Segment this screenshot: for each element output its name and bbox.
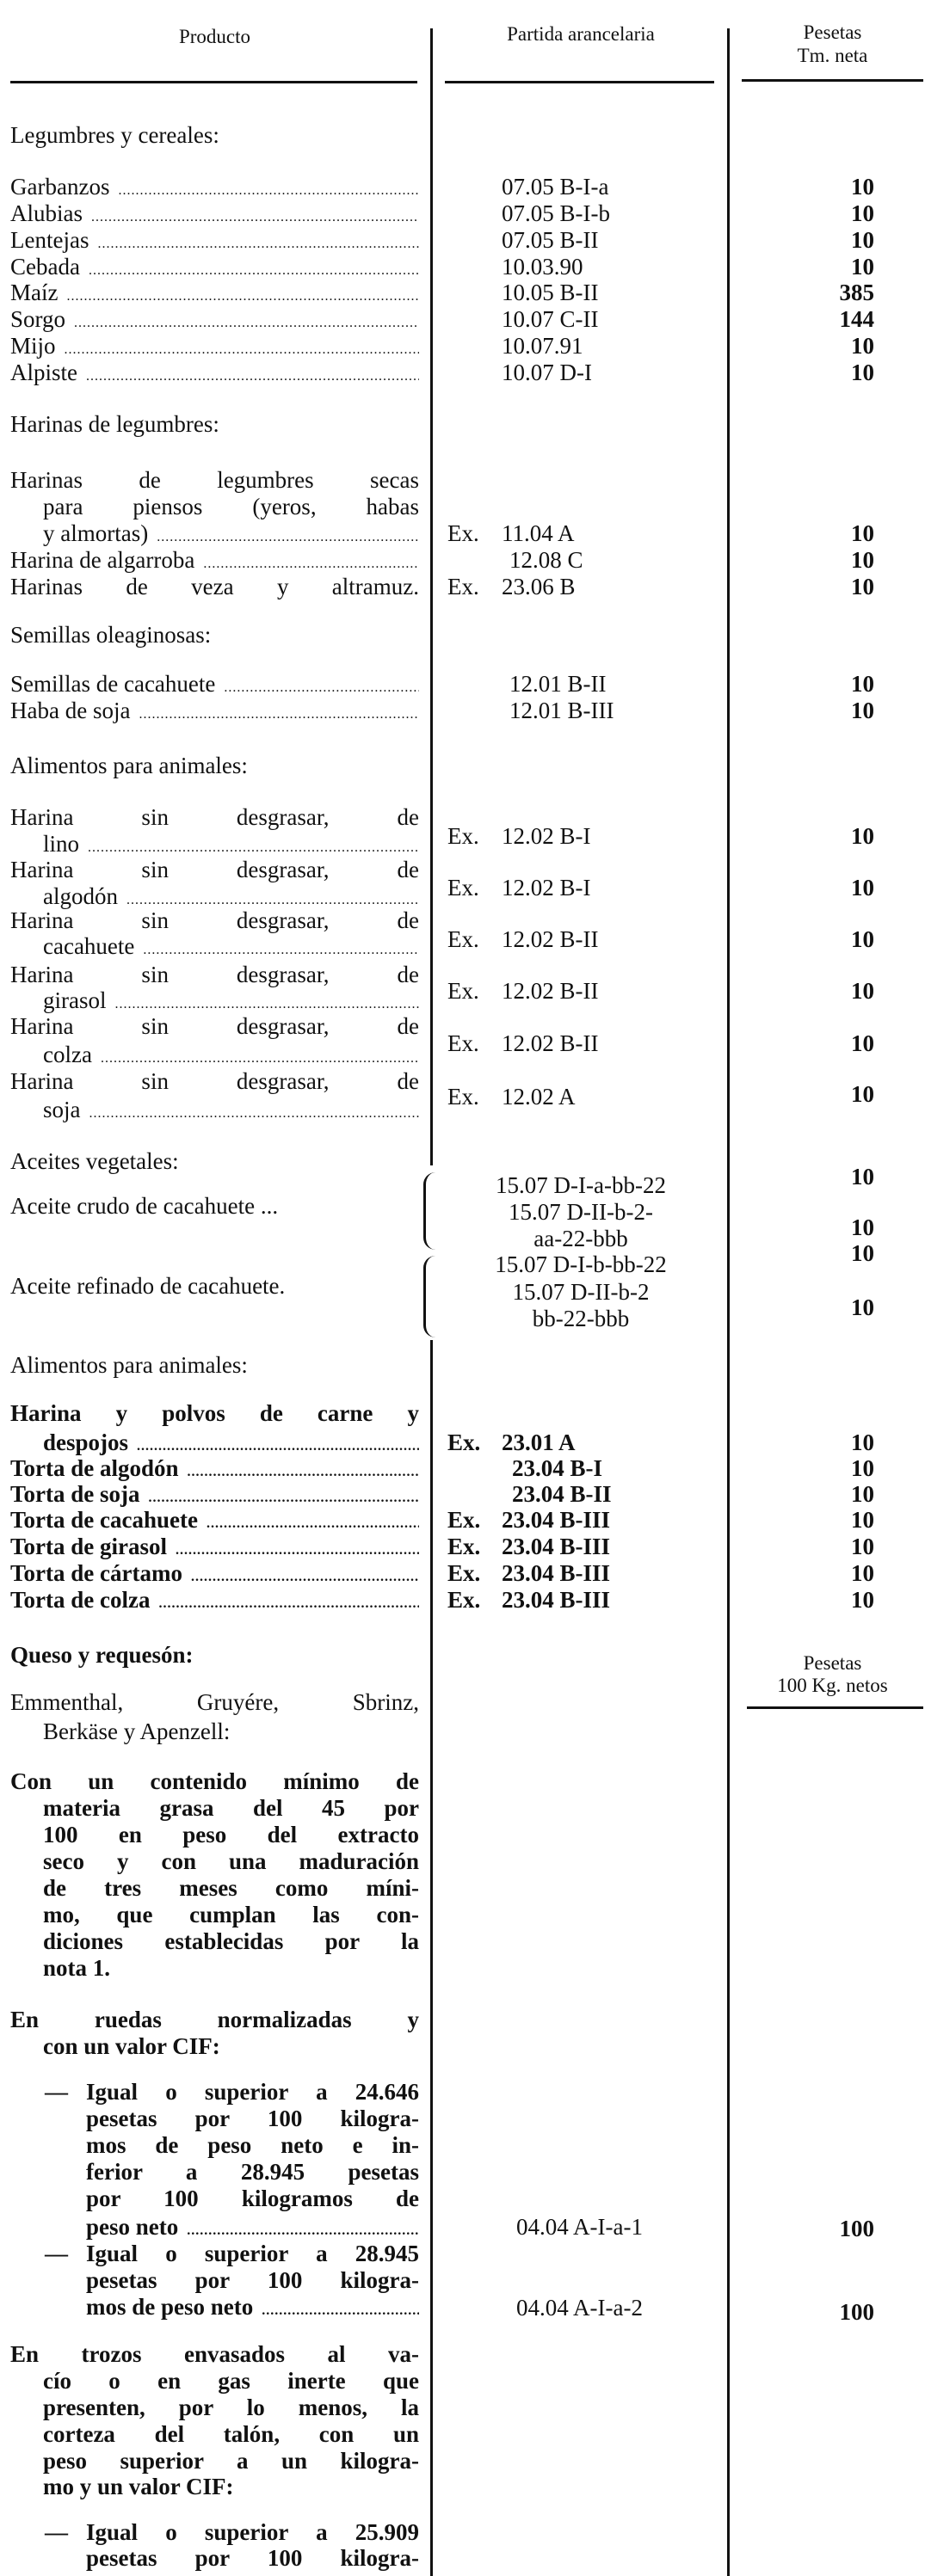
product-row <box>10 173 419 200</box>
ex-prefix: Ex. <box>447 1084 479 1110</box>
dash-bullet: — <box>45 2241 68 2266</box>
product-row <box>10 200 419 227</box>
product-row <box>10 1506 419 1534</box>
tariff-code: 12.02 B-I <box>502 823 591 849</box>
price-value: 10 <box>851 1294 874 1320</box>
product-line: Harina y polvos de carne y <box>10 1400 419 1426</box>
tariff-code: 15.07 D-II-b-2- <box>509 1199 653 1225</box>
price-value: 10 <box>851 1240 874 1266</box>
tariff-code: 04.04 A-I-a-2 <box>516 2295 643 2321</box>
ex-prefix: Ex. <box>447 926 479 952</box>
product-line: Harina sin desgrasar, de <box>10 857 419 882</box>
product-line: Harina sin desgrasar, de <box>10 1013 419 1039</box>
tariff-code: 23.04 B-III <box>502 1560 611 1586</box>
dot-leader <box>115 991 420 1014</box>
ruedas-line: En ruedas normalizadas y <box>10 2007 419 2032</box>
product-row <box>10 670 419 698</box>
product-row <box>43 1041 419 1068</box>
header-rule-pesetas <box>742 79 923 82</box>
price-value: 385 <box>839 280 874 305</box>
tariff-code: 12.02 B-II <box>502 926 599 952</box>
header-rule-product <box>10 81 417 83</box>
product-name: Torta de colza <box>10 1587 151 1613</box>
column-divider-2 <box>727 28 730 2576</box>
product-row <box>43 1096 419 1123</box>
product-name: Aceite refinado de cacahuete. <box>10 1273 286 1299</box>
column-divider-1 <box>430 28 433 1165</box>
unit-header-pesetas: Pesetas <box>803 1652 862 1674</box>
dot-leader <box>86 363 419 386</box>
trozos-line: mo y un valor CIF: <box>43 2474 234 2499</box>
dash-bullet: — <box>45 2519 68 2545</box>
product-name: Aceite crudo de cacahuete ... <box>10 1193 279 1219</box>
ruedas-line: con un valor CIF: <box>43 2033 220 2059</box>
product-row <box>86 2293 419 2321</box>
condition-line: pesetas por 100 kilogra- <box>86 2545 419 2571</box>
price-value: 10 <box>851 823 874 849</box>
trozos-line: presenten, por lo menos, la <box>43 2395 419 2420</box>
product-name: lino <box>43 831 80 857</box>
tariff-code: 04.04 A-I-a-1 <box>516 2214 643 2240</box>
price-value: 10 <box>851 1560 874 1586</box>
dot-leader <box>191 1564 419 1587</box>
dot-leader <box>224 674 419 698</box>
condition-line: por 100 kilogramos de <box>86 2186 419 2211</box>
unit-header-rule <box>747 1706 923 1709</box>
price-value: 10 <box>851 333 874 359</box>
tariff-code: 15.07 D-I-a-bb-22 <box>496 1172 666 1198</box>
price-value: 10 <box>851 671 874 697</box>
price-value: 10 <box>851 698 874 723</box>
product-name: colza <box>43 1042 92 1067</box>
price-value: 10 <box>851 1429 874 1455</box>
product-name: Lentejas <box>10 227 89 253</box>
tariff-code: bb-22-bbb <box>532 1306 630 1331</box>
condition-line: Igual o superior a 24.646 <box>86 2079 419 2105</box>
tariff-code: 07.05 B-I-b <box>502 200 610 226</box>
tariff-code: 23.04 B-III <box>502 1534 611 1559</box>
product-row <box>43 830 419 858</box>
product-row <box>43 1429 419 1456</box>
product-name: Harina de algarroba <box>10 547 195 573</box>
dot-leader <box>65 336 419 360</box>
product-name: Sorgo <box>10 306 66 332</box>
dot-leader <box>74 310 419 333</box>
tariff-code: 07.05 B-I-a <box>502 174 609 200</box>
price-value: 10 <box>851 1030 874 1056</box>
section-title: Queso y requesón: <box>10 1642 194 1668</box>
tariff-code: 10.05 B-II <box>502 280 599 305</box>
tariff-code: 11.04 A <box>502 520 575 546</box>
price-value: 10 <box>851 547 874 573</box>
product-row <box>10 546 419 574</box>
tariff-code: 12.02 B-II <box>502 978 599 1004</box>
section-title: Aceites vegetales: <box>10 1148 179 1174</box>
tariff-code: 12.02 A <box>502 1084 576 1110</box>
dot-leader <box>158 1590 419 1614</box>
price-value: 10 <box>851 360 874 385</box>
tariff-code: 15.07 D-II-b-2 <box>512 1279 650 1305</box>
product-name: Torta de cacahuete <box>10 1507 198 1533</box>
ex-prefix: Ex. <box>447 1534 481 1559</box>
product-row <box>43 932 419 960</box>
product-line: Harina sin desgrasar, de <box>10 804 419 830</box>
product-name: despojos <box>43 1429 129 1455</box>
product-row <box>10 697 419 724</box>
dot-leader <box>203 550 419 574</box>
product-line: Harina sin desgrasar, de <box>10 907 419 933</box>
ex-prefix: Ex. <box>447 1429 481 1455</box>
product-row <box>86 2213 419 2241</box>
product-name: Garbanzos <box>10 174 110 200</box>
product-row <box>10 305 419 333</box>
product-line: Harina sin desgrasar, de <box>10 962 419 987</box>
product-name: Haba de soja <box>10 698 131 723</box>
tariff-code: 23.04 B-III <box>502 1587 611 1613</box>
product-line: para piensos (yeros, habas <box>43 494 419 520</box>
product-row <box>10 1454 419 1482</box>
section-title: Alimentos para animales: <box>10 1352 248 1378</box>
price-value: 10 <box>851 1214 874 1240</box>
ex-prefix: Ex. <box>447 1560 481 1586</box>
condition-line: seco y con una maduración <box>43 1848 419 1874</box>
ex-prefix: Ex. <box>447 520 479 546</box>
product-name: soja <box>43 1097 81 1122</box>
tariff-code: 23.04 B-II <box>512 1481 612 1507</box>
price-value: 10 <box>851 1534 874 1559</box>
condition-line: nota 1. <box>43 1955 111 1981</box>
dot-leader <box>207 1510 419 1534</box>
product-name: Torta de cártamo <box>10 1560 182 1586</box>
ex-prefix: Ex. <box>447 1030 479 1056</box>
price-value: 10 <box>851 1081 874 1107</box>
tariff-code: 12.02 B-I <box>502 875 591 901</box>
condition-line: pesetas por 100 kilogra- <box>86 2267 419 2293</box>
condition-line: materia grasa del 45 por <box>43 1795 419 1821</box>
condition-line: Igual o superior a 25.909 <box>86 2519 419 2545</box>
product-name: Maíz <box>10 280 59 305</box>
column-divider-1-lower <box>430 1340 433 2576</box>
product-row <box>43 520 419 547</box>
trozos-line: corteza del talón, con un <box>43 2421 419 2447</box>
product-name: peso neto <box>86 2214 179 2240</box>
unit-header-100kg: 100 Kg. netos <box>777 1675 888 1696</box>
price-value: 10 <box>851 227 874 253</box>
product-name: cacahuete <box>43 933 135 959</box>
ex-prefix: Ex. <box>447 574 479 599</box>
tariff-code: 23.01 A <box>502 1429 576 1455</box>
price-value: 10 <box>851 174 874 200</box>
price-value: 10 <box>851 1164 874 1190</box>
product-row <box>43 987 419 1014</box>
product-line: Harinas de legumbres secas <box>10 467 419 493</box>
price-value: 10 <box>851 1587 874 1613</box>
header-rule-partida <box>445 81 714 83</box>
condition-line: pesetas por 100 kilogra- <box>86 2106 419 2131</box>
ex-prefix: Ex. <box>447 978 479 1004</box>
product-row <box>10 279 419 306</box>
ex-prefix: Ex. <box>447 1587 481 1613</box>
price-value: 100 <box>839 2299 874 2325</box>
product-name: Torta de soja <box>10 1481 140 1507</box>
condition-line: mos de peso neto e in- <box>86 2132 419 2158</box>
dot-leader <box>89 257 419 280</box>
product-row <box>10 226 419 254</box>
product-name: Alpiste <box>10 360 77 385</box>
dot-leader <box>188 1459 419 1482</box>
ex-prefix: Ex. <box>447 1507 481 1533</box>
price-value: 10 <box>851 1481 874 1507</box>
price-value: 10 <box>851 926 874 952</box>
dot-leader <box>139 701 419 724</box>
condition-line: 100 en peso del extracto <box>43 1822 419 1847</box>
dot-leader <box>187 2217 419 2241</box>
trozos-line: cío o en gas inerte que <box>43 2368 419 2394</box>
dot-leader <box>149 1485 419 1508</box>
dot-leader <box>157 524 419 547</box>
tariff-code: 12.08 C <box>509 547 583 573</box>
condition-line: de tres meses como míni- <box>43 1875 419 1901</box>
product-row <box>10 1533 419 1560</box>
tariff-code: 10.07 C-II <box>502 306 599 332</box>
price-value: 10 <box>851 520 874 546</box>
dot-leader <box>88 834 419 858</box>
product-row <box>10 359 419 386</box>
trozos-line: En trozos envasados al va- <box>10 2341 419 2367</box>
header-partida: Partida arancelaria <box>507 23 655 45</box>
product-row <box>10 332 419 360</box>
price-value: 10 <box>851 200 874 226</box>
dot-leader <box>97 231 419 254</box>
dot-leader <box>137 1433 419 1456</box>
dot-leader <box>89 1100 420 1123</box>
header-pesetas: Pesetas <box>803 22 862 43</box>
section-title: Legumbres y cereales: <box>10 122 219 148</box>
header-unit: Tm. neta <box>797 45 868 66</box>
product-name: algodón <box>43 883 118 909</box>
section-title: Harinas de legumbres: <box>10 411 219 437</box>
dot-leader <box>176 1537 419 1560</box>
dot-leader <box>118 177 419 200</box>
product-row <box>10 253 419 280</box>
tariff-code: 10.03.90 <box>502 254 583 280</box>
product-name: y almortas) <box>43 520 149 546</box>
product-row <box>10 1559 419 1587</box>
condition-line: ferior a 28.945 pesetas <box>86 2159 419 2185</box>
tariff-code: 15.07 D-I-b-bb-22 <box>495 1251 667 1277</box>
product-name: Semillas de cacahuete <box>10 671 216 697</box>
dash-bullet: — <box>45 2079 68 2105</box>
trozos-line: peso superior a un kilogra- <box>43 2448 419 2474</box>
header-product: Producto <box>178 26 251 47</box>
price-value: 10 <box>851 1455 874 1481</box>
product-name: Mijo <box>10 333 56 359</box>
dot-leader <box>143 937 419 960</box>
tariff-code: 10.07.91 <box>502 333 583 359</box>
section-title: Semillas oleaginosas: <box>10 622 212 648</box>
product-name: girasol <box>43 987 107 1013</box>
dot-leader <box>262 2297 419 2321</box>
product-name: Alubias <box>10 200 83 226</box>
price-value: 10 <box>851 978 874 1004</box>
condition-line: Igual o superior a 28.945 <box>86 2241 419 2266</box>
tariff-code: 12.02 B-II <box>502 1030 599 1056</box>
ex-prefix: Ex. <box>447 875 479 901</box>
price-value: 10 <box>851 574 874 599</box>
product-row <box>10 1586 419 1614</box>
product-name: Torta de algodón <box>10 1455 179 1481</box>
tariff-code: 23.06 B <box>502 574 576 599</box>
product-name: Torta de girasol <box>10 1534 167 1559</box>
tariff-code: 12.01 B-II <box>509 671 607 697</box>
cheese-types-line: Emmenthal, Gruyére, Sbrinz, <box>10 1689 419 1715</box>
dot-leader <box>91 204 419 227</box>
condition-line: Con un contenido mínimo de <box>10 1768 419 1794</box>
price-value: 144 <box>839 306 874 332</box>
dot-leader <box>66 283 419 306</box>
product-line: Harina sin desgrasar, de <box>10 1068 419 1094</box>
price-value: 100 <box>839 2216 874 2241</box>
ex-prefix: Ex. <box>447 823 479 849</box>
section-title: Alimentos para animales: <box>10 753 248 778</box>
tariff-code: 23.04 B-III <box>502 1507 611 1533</box>
condition-line: mo, que cumplan las con- <box>43 1902 419 1927</box>
tariff-code: 07.05 B-II <box>502 227 599 253</box>
price-value: 10 <box>851 254 874 280</box>
tariff-code: 23.04 B-I <box>512 1455 603 1481</box>
product-name: mos de peso neto <box>86 2294 254 2320</box>
tariff-code: aa-22-bbb <box>533 1226 628 1251</box>
condition-line: diciones establecidas por la <box>43 1928 419 1954</box>
product-name: Harinas de veza y altramuz. <box>10 574 419 599</box>
product-name: Cebada <box>10 254 80 280</box>
tariff-code: 10.07 D-I <box>502 360 592 385</box>
dot-leader <box>101 1045 419 1068</box>
cheese-types-line: Berkäse y Apenzell: <box>43 1718 231 1744</box>
price-value: 10 <box>851 1507 874 1533</box>
tariff-code: 12.01 B-III <box>509 698 614 723</box>
product-row <box>10 1480 419 1508</box>
price-value: 10 <box>851 875 874 901</box>
